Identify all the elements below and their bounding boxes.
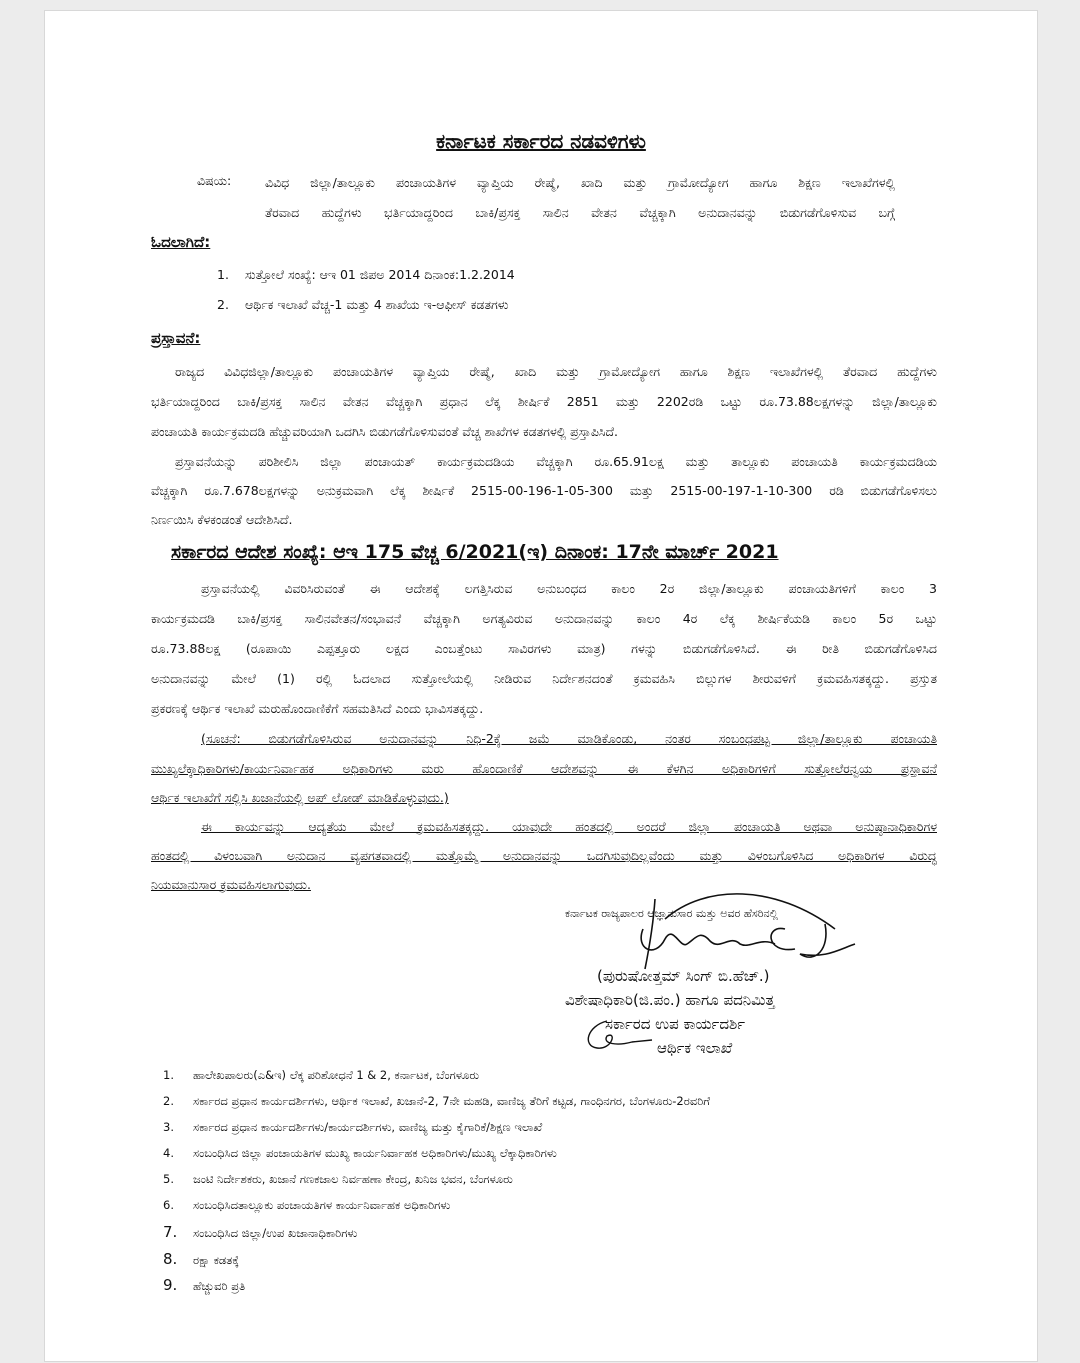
cc-item: 6. ಸಂಬಂಧಿಸಿದತಾಲ್ಲೂಕು ಪಂಚಾಯತಿಗಳ ಕಾರ್ಯನಿರ್ವಾಹಕ ಅಧಿಕಾರಿಗಳು [163, 1198, 451, 1212]
cc-item: 9. ಹೆಚ್ಚುವರಿ ಪ್ರತಿ [163, 1276, 246, 1294]
note-line: (ಸೂಚನೆ: ಬಿಡುಗಡೆಗೊಳಿಸಿರುವ ಅನುದಾನವನ್ನು ನಿಧಿ-2ಕ್ಕೆ ಜಮೆ ಮಾಡಿಕೊಂಡು, ನಂತರ ಸಂಬಂಧಪಟ್ಟ ಜಿಲ್ಲಾ/ತಾಲ್ಲೂಕು ಪಂಚಾಯತಿ [201, 731, 937, 746]
document-page [44, 10, 1038, 1362]
subject-line: ತೆರವಾದ ಹುದ್ದೆಗಳು ಭರ್ತಿಯಾದ್ದರಿಂದ ಬಾಕಿ/ಪ್ರಸಕ್ತ ಸಾಲಿನ ವೇತನ ವೆಚ್ಚಕ್ಕಾಗಿ ಅನುದಾನವನ್ನು ಬಿಡುಗಡೆಗೊಳಿಸುವ ಬಗ್ಗೆ [265, 205, 895, 220]
instruction-line: ನಿಯಮಾನುಸಾರ ಕ್ರಮವಹಿಸಲಾಗುವುದು. [151, 877, 311, 892]
preamble-heading: ಪ್ರಸ್ತಾವನೆ: [151, 329, 201, 347]
reference-item: 2. ಆರ್ಥಿಕ ಇಲಾಖೆ ವೆಚ್ಚ-1 ಮತ್ತು 4 ಶಾಖೆಯ ಇ-ಆಫೀಸ್ ಕಡತಗಳು [217, 297, 509, 312]
subject-label: ವಿಷಯ: [197, 173, 232, 188]
order-line: ಕಾರ್ಯಕ್ರಮದಡಿ ಬಾಕಿ/ಪ್ರಸಕ್ತ ಸಾಲಿನವೇತನ/ಸಂಭಾವನೆ ವೆಚ್ಚಕ್ಕಾಗಿ ಅಗತ್ಯವಿರುವ ಅನುದಾನವನ್ನು ಕಾಲಂ 4ರ ಲೆಕ್ಕ ಶೀರ್ಷಿಕೆಯಡಿ ಕಾಲಂ 5ರ ಒಟ್ಟು [151, 611, 937, 626]
signature-by-order: ಕರ್ನಾಟಕ ರಾಜ್ಯಪಾಲರ ಆಜ್ಞಾನುಸಾರ ಮತ್ತು ಅವರ ಹೆಸರಿನಲ್ಲಿ [565, 907, 778, 920]
preamble-line: ಭರ್ತಿಯಾದ್ದರಿಂದ ಬಾಕಿ/ಪ್ರಸಕ್ತ ಸಾಲಿನ ವೇತನ ವೆಚ್ಚಕ್ಕಾಗಿ ಪ್ರಧಾನ ಲೆಕ್ಕ ಶೀರ್ಷಿಕೆ 2851 ಮತ್ತು 2202ರಡಿ ಒಟ್ಟು ರೂ.73.88ಲಕ್ಷಗಳನ್ನು ಜಿಲ್ಲಾ/ತಾಲ್ಲೂಕು [151, 394, 937, 409]
reference-item: 1. ಸುತ್ತೋಲೆ ಸಂಖ್ಯೆ: ಆಇ 01 ಜಿಪಅ 2014 ದಿನಾಂಕ:1.2.2014 [217, 267, 515, 282]
preamble-line: ರಾಜ್ಯದ ವಿವಿಧಜಿಲ್ಲಾ/ತಾಲ್ಲೂಕು ಪಂಚಾಯತಿಗಳ ವ್ಯಾಪ್ತಿಯ ರೇಷ್ಮೆ, ಖಾದಿ ಮತ್ತು ಗ್ರಾಮೋದ್ಯೋಗ ಹಾಗೂ ಶಿಕ್ಷಣ ಇಲಾಖೆಗಳಲ್ಲಿ ತೆರವಾದ ಹುದ್ದೆಗಳು [175, 364, 937, 379]
instruction-line: ಈ ಕಾರ್ಯವನ್ನು ಆದ್ಯತೆಯ ಮೇಲೆ ಕ್ರಮವಹಿಸತಕ್ಕದ್ದು. ಯಾವುದೇ ಹಂತದಲ್ಲಿ ಅಂದರೆ ಜಿಲ್ಲಾ ಪಂಚಾಯತಿ ಅಥವಾ ಅನುಷ್ಠಾನಾಧಿಕಾರಿಗಳ [201, 819, 937, 834]
handwritten-signature [625, 889, 865, 979]
preamble-line: ಪ್ರಸ್ತಾವನೆಯನ್ನು ಪರಿಶೀಲಿಸಿ ಜಿಲ್ಲಾ ಪಂಚಾಯತ್ ಕಾರ್ಯಕ್ರಮದಡಿಯ ವೆಚ್ಚಕ್ಕಾಗಿ ರೂ.65.91ಲಕ್ಷ ಮತ್ತು ತಾಲ್ಲೂಕು ಪಂಚಾಯತಿ ಕಾರ್ಯಕ್ರಮದಡಿಯ [175, 454, 937, 469]
initials-mark [577, 1016, 657, 1056]
document-title: ಕರ್ನಾಟಕ ಸರ್ಕಾರದ ನಡವಳಿಗಳು [436, 129, 646, 153]
note-line: ಆರ್ಥಿಕ ಇಲಾಖೆಗೆ ಸಲ್ಲಿಸಿ ಖಜಾನೆಯಲ್ಲಿ ಅಪ್ ಲೋಡ್ ಮಾಡಿಕೊಳ್ಳುವುದು.) [151, 790, 449, 805]
subject-line: ವಿವಿಧ ಜಿಲ್ಲಾ/ತಾಲ್ಲೂಕು ಪಂಚಾಯತಿಗಳ ವ್ಯಾಪ್ತಿಯ ರೇಷ್ಮೆ, ಖಾದಿ ಮತ್ತು ಗ್ರಾಮೋದ್ಯೋಗ ಹಾಗೂ ಶಿಕ್ಷಣ ಇಲಾಖೆಗಳಲ್ಲಿ [265, 175, 895, 190]
signatory-designation: ಸರ್ಕಾರದ ಉಪ ಕಾರ್ಯದರ್ಶಿ [605, 1015, 746, 1033]
preamble-line: ನಿರ್ಣಯಿಸಿ ಕೆಳಕಂಡಂತೆ ಆದೇಶಿಸಿದೆ. [151, 512, 293, 527]
order-line: ಅನುದಾನವನ್ನು ಮೇಲೆ (1) ರಲ್ಲಿ ಓದಲಾದ ಸುತ್ತೋಲೆಯಲ್ಲಿ ನೀಡಿರುವ ನಿರ್ದೇಶನದಂತೆ ಕ್ರಮವಹಿಸಿ ಬಿಲ್ಲುಗಳ ಶೀರುವಳಿಗೆ ಕ್ರಮವಹಿಸತಕ್ಕದ್ದು. ಪ್ರಸ್ತುತ [151, 671, 937, 686]
order-line: ಪ್ರಸ್ತಾವನೆಯಲ್ಲಿ ವಿವರಿಸಿರುವಂತೆ ಈ ಆದೇಶಕ್ಕೆ ಲಗತ್ತಿಸಿರುವ ಅನುಬಂಧದ ಕಾಲಂ 2ರ ಜಿಲ್ಲಾ/ತಾಲ್ಲೂಕು ಪಂಚಾಯತಿಗಳಿಗೆ ಕಾಲಂ 3 [201, 581, 937, 596]
cc-item: 4. ಸಂಬಂಧಿಸಿದ ಜಿಲ್ಲಾ ಪಂಚಾಯತಿಗಳ ಮುಖ್ಯ ಕಾರ್ಯನಿರ್ವಾಹಕ ಅಧಿಕಾರಿಗಳು/ಮುಖ್ಯ ಲೆಕ್ಕಾಧಿಕಾರಿಗಳು [163, 1146, 557, 1160]
order-line: ರೂ.73.88ಲಕ್ಷ (ರೂಪಾಯಿ ಎಪ್ಪತ್ತೂರು ಲಕ್ಷದ ಎಂಬತ್ತೆಂಟು ಸಾವಿರಗಳು ಮಾತ್ರ) ಗಳನ್ನು ಬಿಡುಗಡೆಗೊಳಿಸಿದೆ. ಈ ರೀತಿ ಬಿಡುಗಡೆಗೊಳಿಸಿದ [151, 641, 937, 656]
cc-item: 1. ಹಾಲೇಖಪಾಲರು(ಎ&ಇ) ಲೆಕ್ಕ ಪರಿಶೋಧನೆ 1 & 2, ಕರ್ನಾಟಕ, ಬೆಂಗಳೂರು [163, 1068, 480, 1082]
read-heading: ಓದಲಾಗಿದೆ: [151, 233, 211, 251]
signatory-designation: ವಿಶೇಷಾಧಿಕಾರಿ(ಜಿ.ಪಂ.) ಹಾಗೂ ಪದನಿಮಿತ್ತ [565, 991, 775, 1009]
preamble-line: ವೆಚ್ಚಕ್ಕಾಗಿ ರೂ.7.678ಲಕ್ಷಗಳನ್ನು ಅನುಕ್ರಮವಾಗಿ ಲೆಕ್ಕ ಶೀರ್ಷಿಕೆ 2515-00-196-1-05-300 ಮತ್ತು 2515-00-197-1-10-300 ರಡಿ ಬಿಡುಗಡೆಗೊಳಿಸಲು [151, 483, 937, 498]
signatory-name: (ಪುರುಷೋತ್ತಮ್ ಸಿಂಗ್ ಬಿ.ಹೆಚ್.) [597, 967, 770, 985]
cc-item: 3. ಸರ್ಕಾರದ ಪ್ರಧಾನ ಕಾರ್ಯದರ್ಶಿಗಳು/ಕಾರ್ಯದರ್ಶಿಗಳು, ವಾಣಿಜ್ಯ ಮತ್ತು ಕೈಗಾರಿಕೆ/ಶಿಕ್ಷಣ ಇಲಾಖೆ [163, 1120, 543, 1134]
preamble-line: ಪಂಚಾಯತಿ ಕಾರ್ಯಕ್ರಮದಡಿ ಹೆಚ್ಚುವರಿಯಾಗಿ ಒದಗಿಸಿ ಬಿಡುಗಡೆಗೊಳಿಸುವಂತೆ ವೆಚ್ಚ ಶಾಖೆಗಳ ಕಡತಗಳಲ್ಲಿ ಪ್ರಸ್ತಾಪಿಸಿದೆ. [151, 424, 619, 439]
cc-item: 5. ಜಂಟಿ ನಿರ್ದೇಶಕರು, ಖಜಾನೆ ಗಣಕಜಾಲ ನಿರ್ವಹಣಾ ಕೇಂದ್ರ, ಖನಿಜ ಭವನ, ಬೆಂಗಳೂರು [163, 1172, 513, 1186]
signatory-department: ಆರ್ಥಿಕ ಇಲಾಖೆ [657, 1039, 733, 1057]
order-heading: ಸರ್ಕಾರದ ಆದೇಶ ಸಂಖ್ಯೆ: ಆಇ 175 ವೆಚ್ಚ 6/2021(ಇ) ದಿನಾಂಕ: 17ನೇ ಮಾರ್ಚ್ 2021 [171, 541, 779, 563]
cc-item: 8. ರಕ್ಷಾ ಕಡತಕ್ಕೆ [163, 1250, 240, 1268]
cc-item: 2. ಸರ್ಕಾರದ ಪ್ರಧಾನ ಕಾರ್ಯದರ್ಶಿಗಳು, ಆರ್ಥಿಕ ಇಲಾಖೆ, ಖಜಾನೆ-2, 7ನೇ ಮಹಡಿ, ವಾಣಿಜ್ಯ ತೆರಿಗೆ ಕಟ್ಟಡ, ಗಾಂಧಿನಗರ, ಬೆಂಗಳೂರು-2ರವರಿಗೆ [163, 1094, 710, 1108]
cc-item: 7. ಸಂಬಂಧಿಸಿದ ಜಿಲ್ಲಾ/ಉಪ ಖಜಾನಾಧಿಕಾರಿಗಳು [163, 1223, 358, 1241]
order-line: ಪ್ರಕರಣಕ್ಕೆ ಆರ್ಥಿಕ ಇಲಾಖೆ ಮರುಹೊಂದಾಣಿಕೆಗೆ ಸಹಮತಿಸಿದೆ ಎಂದು ಭಾವಿಸತಕ್ಕದ್ದು. [151, 701, 484, 716]
note-line: ಮುಖ್ಯಲೆಕ್ಕಾಧಿಕಾರಿಗಳು/ಕಾರ್ಯನಿರ್ವಾಹಕ ಅಧಿಕಾರಿಗಳು ಮರು ಹೊಂದಾಣಿಕೆ ಆದೇಶವನ್ನು ಈ ಕೆಳಗಿನ ಅಧಿಕಾರಿಗಳಿಗೆ ಸುತ್ತೋಲೆರನ್ವಯ ಪ್ರಸ್ತಾವನೆ [151, 761, 937, 776]
instruction-line: ಹಂತದಲ್ಲಿ ವಿಳಂಬವಾಗಿ ಅನುದಾನ ವ್ಯಪಗತವಾದಲ್ಲಿ ಮತ್ತೊಮ್ಮೆ ಅನುದಾನವನ್ನು ಒದಗಿಸುವುದಿಲ್ಲವೆಂದು ಮತ್ತು ವಿಳಂಬಗೊಳಿಸಿದ ಅಧಿಕಾರಿಗಳ ವಿರುದ್ಧ [151, 848, 937, 863]
